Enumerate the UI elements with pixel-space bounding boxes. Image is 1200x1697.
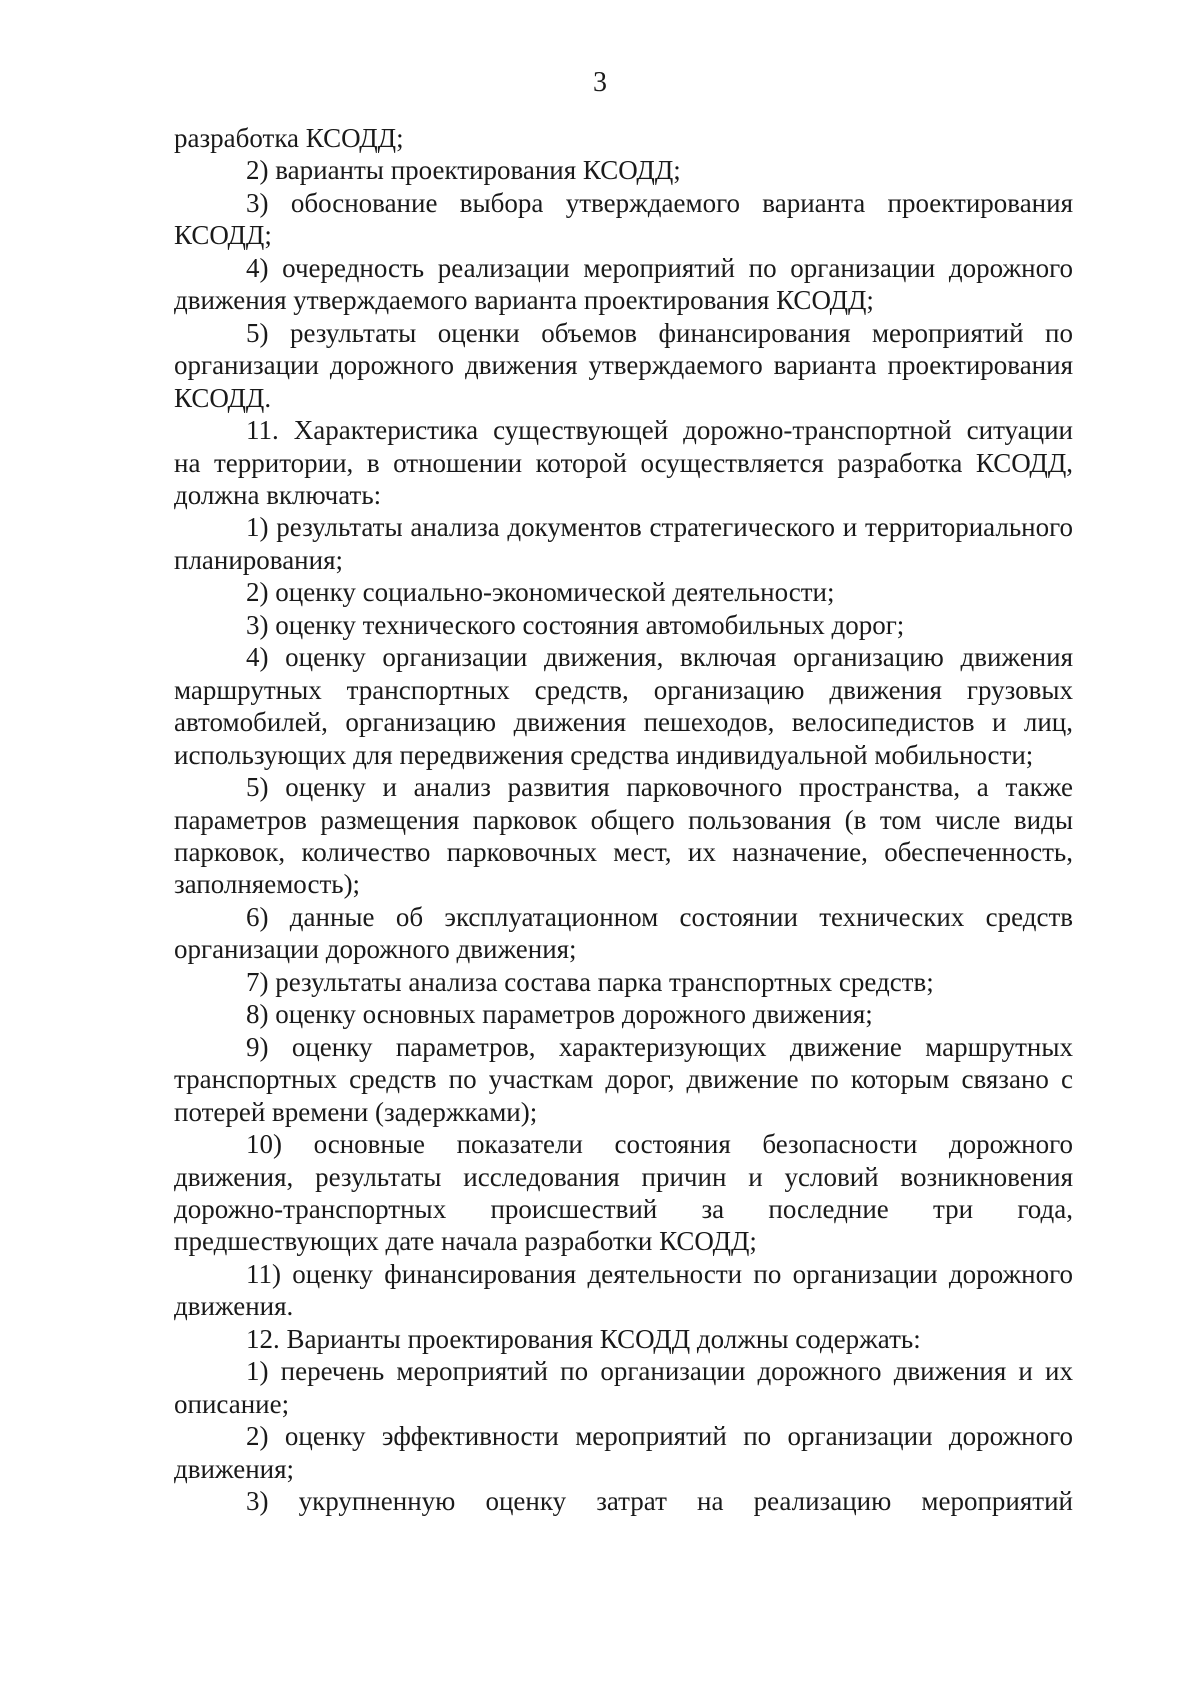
document-body: [174, 122, 1073, 1517]
paragraph: 12. Варианты проектирования КСОДД должны содержать:: [246, 1323, 921, 1354]
paragraph: 5) оценку и анализ развития парковочного пространства, а также параметров размещения парковок общего пользования (в том числе виды парковок, количество парковочных мест, их назначение, обеспеченность, заполняемость);: [174, 772, 1073, 900]
paragraph: 7) результаты анализа состава парка транспортных средств;: [246, 966, 934, 997]
paragraph: 1) результаты анализа документов стратегического и территориального планирования;: [174, 512, 1073, 575]
paragraph: 4) очередность реализации мероприятий по организации дорожного движения утверждаемого варианта проектирования КСОДД;: [174, 252, 1073, 316]
paragraph: 6) данные об эксплуатационном состоянии технических средств организации дорожного движения;: [174, 901, 1073, 965]
paragraph: 3) обоснование выбора утверждаемого варианта проектирования КСОДД;: [174, 187, 1073, 251]
paragraph: 11. Характеристика существующей дорожно-транспортной ситуации на территории, в отношении которой осуществляется разработка КСОДД, должна включать:: [174, 415, 1073, 510]
paragraph: 8) оценку основных параметров дорожного движения;: [246, 999, 873, 1030]
paragraph: 2) варианты проектирования КСОДД;: [246, 155, 681, 186]
paragraph: 5) результаты оценки объемов финансирования мероприятий по организации дорожного движения утверждаемого варианта проектирования КСОДД.: [174, 317, 1073, 413]
paragraph: 10) основные показатели состояния безопасности дорожного движения, результаты исследования причин и условий возникновения дорожно-транспортных происшествий за последние три года, предшествующих дате начала разработки КСОДД;: [174, 1129, 1073, 1257]
paragraph: 4) оценку организации движения, включая организацию движения маршрутных транспортных средств, организацию движения грузовых автомобилей, организацию движения пешеходов, велосипедистов и лиц, использующих для передвижения средства индивидуальной мобильности;: [174, 642, 1073, 770]
paragraph: 3) укрупненную оценку затрат на реализацию мероприятий: [246, 1486, 1073, 1517]
paragraph: 11) оценку финансирования деятельности по организации дорожного движения.: [174, 1258, 1073, 1322]
page-number: 3: [593, 67, 607, 98]
paragraph: 3) оценку технического состояния автомобильных дорог;: [246, 609, 905, 640]
paragraph: 1) перечень мероприятий по организации дорожного движения и их описание;: [174, 1356, 1073, 1419]
paragraph: разработка КСОДД;: [174, 123, 404, 153]
paragraph: 9) оценку параметров, характеризующих движение маршрутных транспортных средств по участкам дорог, движение по которым связано с потерей времени (задержками);: [174, 1031, 1073, 1127]
paragraph: 2) оценку эффективности мероприятий по организации дорожного движения;: [174, 1421, 1073, 1484]
paragraph: 2) оценку социально-экономической деятельности;: [246, 577, 835, 608]
